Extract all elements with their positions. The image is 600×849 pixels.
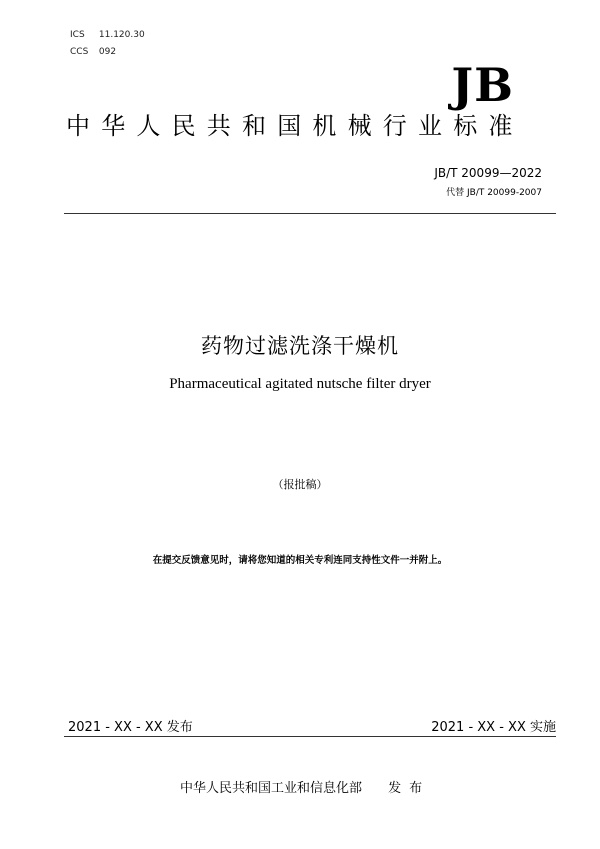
issuer-name: 中华人民共和国工业和信息化部 — [180, 781, 363, 796]
ccs-label: CCS — [70, 47, 89, 57]
document-title-chinese: 药物过滤洗涤干燥机 — [201, 334, 399, 358]
jb-logo: JB — [451, 58, 514, 112]
replaces-standard: 代替 JB/T 20099-2007 — [446, 188, 542, 198]
ccs-value: 092 — [98, 47, 117, 57]
ccs-code — [70, 47, 116, 57]
ics-code — [70, 30, 145, 40]
document-title-english: Pharmaceutical agitated nutsche filter dryer — [169, 376, 431, 392]
publisher — [180, 777, 430, 796]
bottom-divider — [64, 736, 556, 737]
standard-number: JB/T 20099—2022 — [434, 166, 542, 180]
issue-word: 发布 — [388, 781, 431, 796]
standard-organization-title: 中华人民共和国机械行业标准 — [66, 112, 524, 140]
top-divider — [64, 213, 556, 214]
ics-label: ICS — [70, 30, 85, 40]
publish-date: 2021 - XX - XX 发布 — [68, 720, 193, 735]
implement-date: 2021 - XX - XX 实施 — [431, 720, 556, 735]
patent-notice: 在提交反馈意见时，请将您知道的相关专利连同支持性文件一并附上。 — [152, 555, 448, 566]
draft-status: （报批稿） — [272, 478, 328, 491]
ics-value: 11.120.30 — [98, 30, 145, 40]
